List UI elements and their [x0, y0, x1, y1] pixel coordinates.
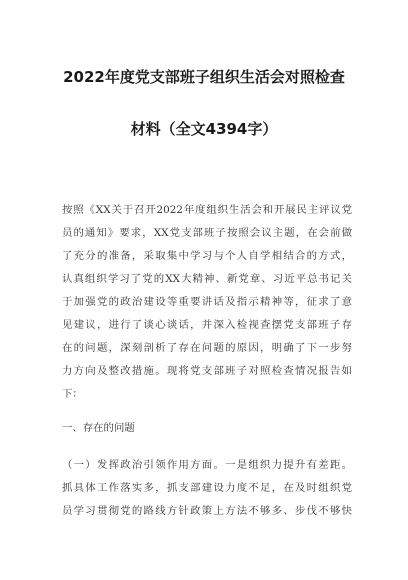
intro-line-7: 在的问题，深刻剖析了存在问题的原因，明确了下一步努 [62, 342, 352, 354]
section-heading-problems: 一、存在的问题 [62, 422, 135, 434]
document-title-line-2: 材料（全文4394字） [130, 120, 278, 138]
intro-line-4: 认真组织学习了党的XX大精神、新党章、习近平总书记关 [62, 273, 352, 285]
intro-line-1: 按照《XX关于召开2022年度组织生活会和开展民主评议党 [62, 204, 352, 216]
intro-line-3: 了充分的准备，采取集中学习与个人自学相结合的方式， [62, 250, 352, 262]
intro-line-5: 于加强党的政治建设等重要讲话及指示精神等，征求了意 [62, 296, 352, 308]
section1-line-1: （一）发挥政治引领作用方面。一是组织力提升有差距。 [62, 459, 352, 471]
section1-line-2: 抓具体工作落实多，抓支部建设力度不足，在及时组织党 [62, 482, 352, 494]
document-title-line-1: 2022年度党支部班子组织生活会对照检查 [63, 68, 345, 86]
intro-line-8: 力方向及整改措施。现将党支部班子对照检查情况报告如 [62, 365, 352, 377]
intro-line-6: 见建议，进行了谈心谈话，并深入检视查摆党支部班子存 [62, 319, 352, 331]
intro-line-9: 下： [62, 388, 83, 400]
intro-line-2: 员的通知》要求，XX党支部班子按照会议主题，在会前做 [62, 227, 352, 239]
section1-line-3: 员学习贯彻党的路线方针政策上方法不够多、步伐不够快 [62, 505, 352, 517]
